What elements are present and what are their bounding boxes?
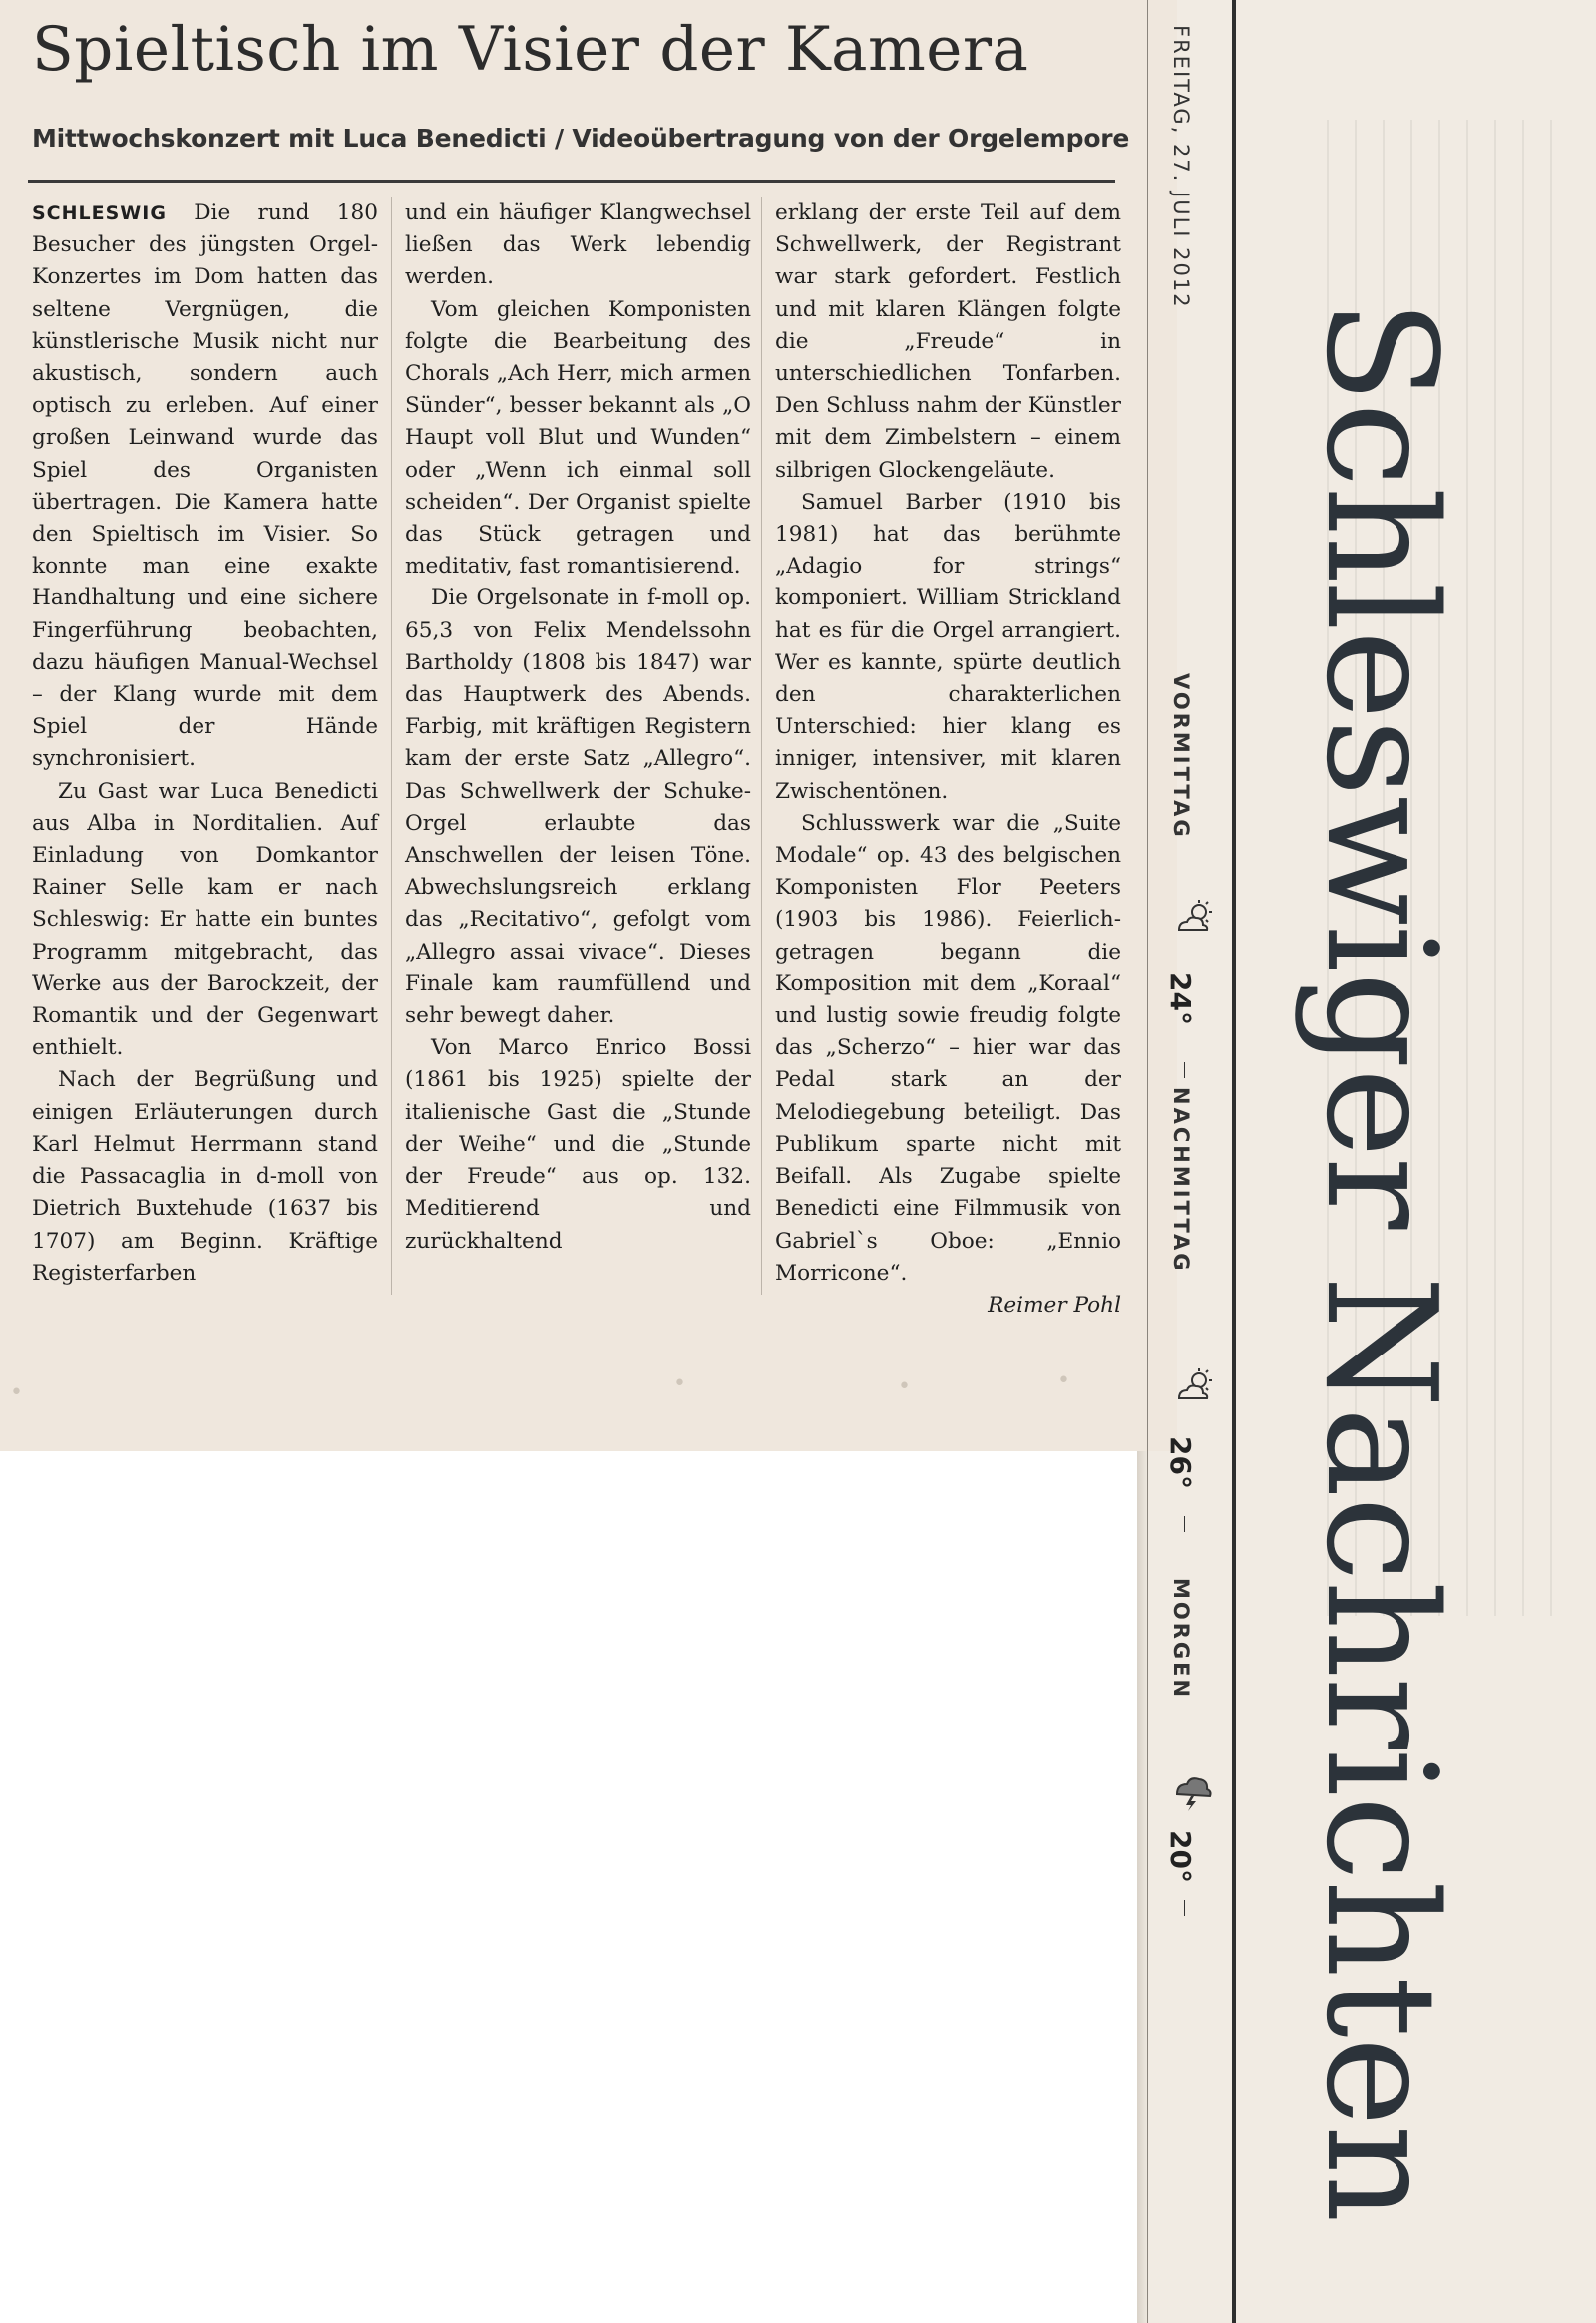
sun-cloud-icon	[1173, 898, 1215, 940]
sun-cloud-icon	[1173, 1366, 1215, 1408]
perforation-mark: •	[1057, 1368, 1070, 1393]
paragraph: Vom gleichen Komponisten folgte die Bearbeitung des Chorals „Ach Herr, mich armen Sünder“, besser bekannt als „O Haupt voll Blut und Wunden“ oder „Wenn ich einmal soll scheiden“. Der Organist spielte das Stück getragen und meditativ, fast romantisierend.	[405, 296, 751, 580]
paragraph: Schlusswerk war die „Suite Modale“ op. 43 des belgischen Komponisten Flor Peeters (1903 bis 1986). Feierlich-getragen begann die Komposition mit dem „Koraal“ und lustig sowie freudig folgte das „Scherzo“ – hier war das Pedal stark an der Melodiegebung beteiligt. Das Publikum sparte nicht mit Beifall. Als Zugabe spielte Benedicti eine Filmmusik von Gabriel`s Oboe: „Ennio Morricone“.	[775, 810, 1121, 1286]
perforation-mark: •	[673, 1371, 686, 1396]
article-subheadline: Mittwochskonzert mit Luca Benedicti / Videoübertragung von der Orgelempore	[32, 124, 1130, 153]
headline-rule	[28, 180, 1115, 183]
newspaper-masthead: Schleswiger Nachrichten	[1293, 299, 1469, 2222]
weather-temp-tomorrow: 20°	[1164, 1830, 1197, 1883]
paragraph: Samuel Barber (1910 bis 1981) hat das berühmte „Adagio for strings“ komponiert. William Strickland hat es für die Orgel arrangiert. Wer es kannte, spürte deutlich den charakterlichen Unterschied: hier klang es inniger, intensiver, mit klaren Zwischentönen.	[775, 489, 1121, 804]
issue-date: FREITAG, 27. JULI 2012	[1169, 25, 1193, 309]
paragraph-text: Die rund 180 Besucher des jüngsten Orgel-Konzertes im Dom hatten das seltene Vergnügen, die künstlerische Musik nicht nur akustisch, sondern auch optisch zu erleben. Auf einer großen Leinwand wurde das Spiel des Organisten übertragen. Die Kamera hatte den Spieltisch im Visier. So konnte man eine exakte Handhaltung und eine sichere Fingerführung beobachten, dazu häufigen Manual-Wechsel – der Klang wurde mit dem Spiel der Hände synchronisiert.	[32, 200, 378, 772]
paragraph: Von Marco Enrico Bossi (1861 bis 1925) spielte der italienische Gast die „Stunde der Weihe“ und die „Stunde der Freude“ aus op. 132. Meditierend und zurückhaltend	[405, 1035, 751, 1254]
weather-separator	[1184, 1516, 1185, 1532]
weather-temp-afternoon: 26°	[1164, 1436, 1197, 1489]
article-column-1	[32, 197, 378, 1290]
weather-separator	[1184, 1062, 1185, 1078]
perforation-mark: •	[898, 1374, 911, 1399]
paragraph	[32, 197, 378, 776]
dateline: SCHLESWIG	[32, 202, 167, 224]
weather-label-morning: VORMITTAG	[1169, 673, 1193, 840]
paragraph: Nach der Begrüßung und einigen Erläuterungen durch Karl Helmut Herrmann stand die Passacaglia in d-moll von Dietrich Buxtehude (1637 bis 1707) am Beginn. Kräftige Registerfarben	[32, 1067, 378, 1286]
strip-rule-thick	[1232, 0, 1236, 2323]
article-column-3	[775, 197, 1121, 1322]
article-headline: Spieltisch im Visier der Kamera	[32, 14, 1029, 85]
weather-separator	[1184, 1900, 1185, 1916]
article-column-2	[405, 197, 751, 1258]
thunderstorm-icon	[1171, 1770, 1213, 1812]
paragraph: und ein häufiger Klangwechsel ließen das Werk lebendig werden.	[405, 200, 751, 290]
weather-label-afternoon: NACHMITTAG	[1169, 1087, 1193, 1274]
perforation-mark: •	[10, 1380, 23, 1405]
paragraph: erklang der erste Teil auf dem Schwellwerk, der Registrant war stark gefordert. Festlich und mit klaren Klängen folgte die „Freude“ in unterschiedlichen Tonfarben. Den Schluss nahm der Künstler mit dem Zimbelstern – einem silbrigen Glockengeläute.	[775, 200, 1121, 483]
paragraph: Zu Gast war Luca Benedicti aus Alba in Norditalien. Auf Einladung von Domkantor Rainer Selle kam er nach Schleswig: Er hatte ein buntes Programm mitgebracht, das Werke aus der Barockzeit, der Romantik und der Gegenwart enthielt.	[32, 778, 378, 1061]
weather-temp-morning: 24°	[1164, 972, 1197, 1025]
paragraph: Die Orgelsonate in f-moll op. 65,3 von Felix Mendelssohn Bartholdy (1808 bis 1847) war das Hauptwerk des Abends. Farbig, mit kräftigen Registern kam der erste Satz „Allegro“. Das Schwellwerk der Schuke-Orgel erlaubte das Anschwellen der leisen Töne. Abwechslungsreich erklang das „Recitativo“, gefolgt vom „Allegro assai vivace“. Dieses Finale kam raumfüllend und sehr bewegt daher.	[405, 585, 751, 1029]
weather-label-tomorrow: MORGEN	[1169, 1578, 1193, 1701]
strip-rule-thin	[1147, 0, 1148, 2323]
column-divider	[391, 197, 392, 1295]
column-divider	[761, 197, 762, 1295]
author-byline: Reimer Pohl	[988, 1292, 1121, 1318]
